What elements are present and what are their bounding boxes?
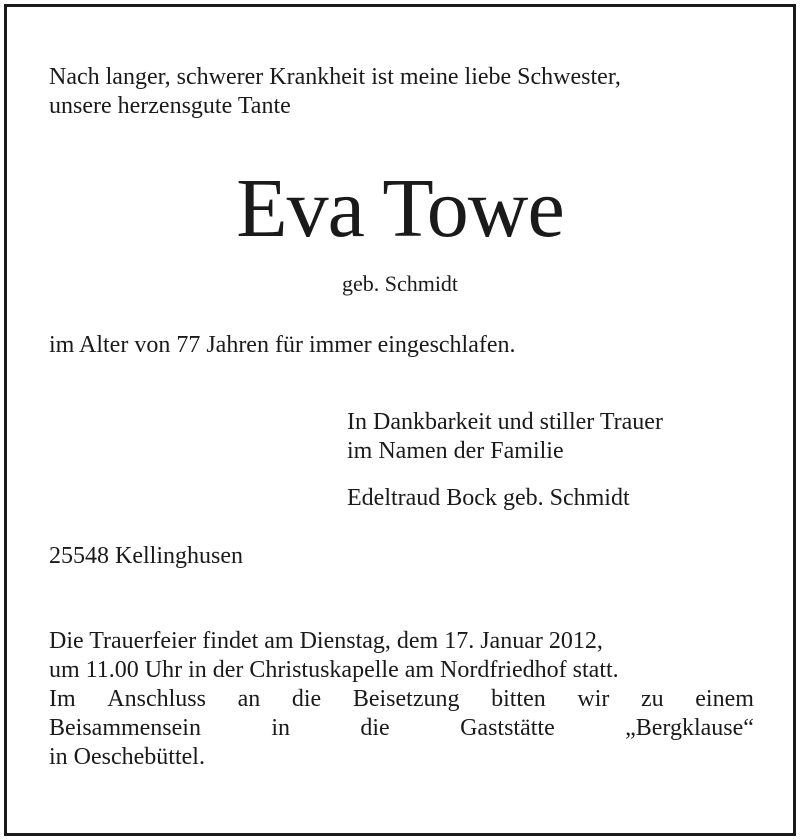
deceased-name: Eva Towe: [236, 162, 564, 255]
funeral-word: an: [237, 686, 261, 712]
signatory: Edeltraud Bock geb. Schmidt: [347, 485, 630, 511]
funeral-word: Im: [49, 686, 76, 712]
mourners-line-1: In Dankbarkeit und stiller Trauer: [347, 409, 663, 435]
funeral-word: einem: [695, 686, 754, 712]
funeral-word: Anschluss: [107, 686, 206, 712]
funeral-line-1: Die Trauerfeier findet am Dienstag, dem 17. Januar 2012,: [49, 628, 603, 654]
location: 25548 Kellinghusen: [49, 543, 243, 569]
birth-name: geb. Schmidt: [341, 271, 459, 296]
funeral-word: die: [360, 715, 390, 741]
funeral-word: Gaststätte: [460, 715, 555, 741]
age-line: im Alter von 77 Jahren für immer eingeschlafen.: [49, 332, 516, 358]
funeral-word: die: [291, 686, 322, 712]
obituary-frame: [4, 4, 796, 836]
funeral-word: Beisammensein: [49, 715, 201, 741]
intro-line-1: Nach langer, schwerer Krankheit ist meine liebe Schwester,: [49, 64, 621, 90]
intro-line-2: unsere herzensgute Tante: [49, 93, 291, 119]
funeral-line-4: [49, 714, 754, 743]
funeral-word: „Bergklause“: [625, 715, 754, 741]
funeral-word: bitten: [491, 686, 546, 712]
mourners-line-2: im Namen der Familie: [347, 438, 564, 464]
funeral-word: Beisetzung: [352, 686, 460, 712]
funeral-word: in: [271, 715, 291, 741]
funeral-word: zu: [641, 686, 664, 712]
funeral-line-2: um 11.00 Uhr in der Christuskapelle am Nordfriedhof statt.: [49, 657, 619, 683]
funeral-line-5: in Oeschebüttel.: [49, 744, 205, 770]
funeral-line-3: [49, 685, 754, 714]
funeral-word: wir: [577, 686, 610, 712]
